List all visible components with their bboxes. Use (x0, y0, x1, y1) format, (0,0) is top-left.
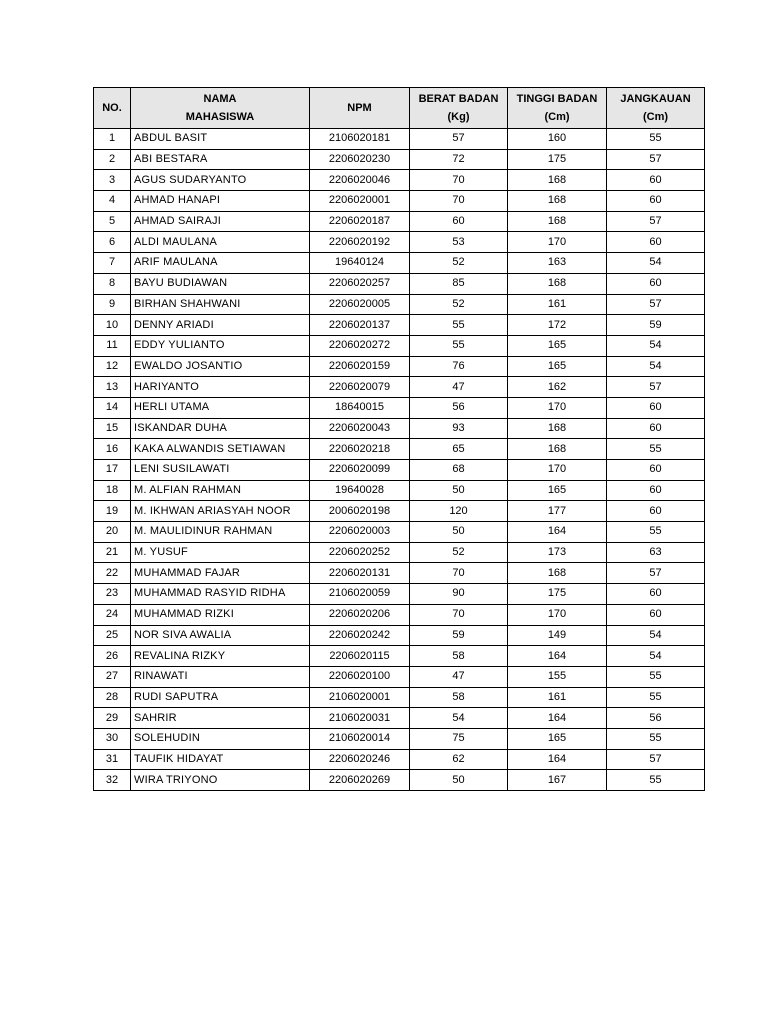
cell-tinggi: 162 (508, 377, 607, 398)
cell-npm: 19640028 (310, 480, 410, 501)
cell-npm: 2206020230 (310, 149, 410, 170)
cell-nama: ABI BESTARA (131, 149, 310, 170)
cell-npm: 2206020079 (310, 377, 410, 398)
cell-tinggi: 170 (508, 397, 607, 418)
cell-nama: RUDI SAPUTRA (131, 687, 310, 708)
table-row (94, 460, 705, 481)
cell-tinggi: 164 (508, 646, 607, 667)
cell-jangkauan: 60 (607, 273, 705, 294)
table-row (94, 501, 705, 522)
cell-berat: 56 (410, 397, 508, 418)
cell-nama: ISKANDAR DUHA (131, 418, 310, 439)
cell-npm: 2206020043 (310, 418, 410, 439)
cell-nama: MUHAMMAD FAJAR (131, 563, 310, 584)
cell-jangkauan: 55 (607, 439, 705, 460)
cell-berat: 70 (410, 170, 508, 191)
cell-npm: 2206020115 (310, 646, 410, 667)
header-nama (131, 88, 310, 129)
cell-jangkauan: 54 (607, 335, 705, 356)
cell-nama: MUHAMMAD RASYID RIDHA (131, 584, 310, 605)
table-row (94, 625, 705, 646)
cell-jangkauan: 55 (607, 770, 705, 791)
cell-tinggi: 168 (508, 211, 607, 232)
student-data-table (93, 87, 705, 791)
cell-no: 22 (94, 563, 131, 584)
cell-npm: 2106020014 (310, 728, 410, 749)
cell-no: 3 (94, 170, 131, 191)
table-row (94, 397, 705, 418)
header-berat-line1: BERAT BADAN (418, 93, 499, 105)
table-row (94, 749, 705, 770)
table-row (94, 315, 705, 336)
cell-no: 16 (94, 439, 131, 460)
table-row (94, 666, 705, 687)
cell-jangkauan: 56 (607, 708, 705, 729)
cell-jangkauan: 55 (607, 522, 705, 543)
cell-berat: 47 (410, 666, 508, 687)
cell-no: 4 (94, 191, 131, 212)
cell-npm: 2006020198 (310, 501, 410, 522)
cell-berat: 70 (410, 604, 508, 625)
cell-npm: 2206020046 (310, 170, 410, 191)
cell-jangkauan: 55 (607, 728, 705, 749)
cell-npm: 18640015 (310, 397, 410, 418)
header-npm: NPM (310, 88, 410, 129)
cell-no: 20 (94, 522, 131, 543)
cell-berat: 85 (410, 273, 508, 294)
table-row (94, 253, 705, 274)
cell-nama: BIRHAN SHAHWANI (131, 294, 310, 315)
header-tinggi (508, 88, 607, 129)
cell-no: 26 (94, 646, 131, 667)
cell-tinggi: 175 (508, 584, 607, 605)
cell-npm: 19640124 (310, 253, 410, 274)
cell-jangkauan: 54 (607, 625, 705, 646)
cell-tinggi: 167 (508, 770, 607, 791)
cell-tinggi: 172 (508, 315, 607, 336)
cell-berat: 62 (410, 749, 508, 770)
table-row (94, 584, 705, 605)
table-row (94, 439, 705, 460)
cell-no: 29 (94, 708, 131, 729)
table-row (94, 356, 705, 377)
cell-jangkauan: 60 (607, 418, 705, 439)
cell-no: 11 (94, 335, 131, 356)
cell-tinggi: 165 (508, 480, 607, 501)
cell-berat: 55 (410, 335, 508, 356)
cell-no: 23 (94, 584, 131, 605)
cell-tinggi: 165 (508, 728, 607, 749)
cell-no: 32 (94, 770, 131, 791)
cell-berat: 53 (410, 232, 508, 253)
table-row (94, 728, 705, 749)
cell-berat: 93 (410, 418, 508, 439)
cell-jangkauan: 54 (607, 253, 705, 274)
cell-npm: 2206020252 (310, 542, 410, 563)
cell-nama: SAHRIR (131, 708, 310, 729)
table-row (94, 480, 705, 501)
table-row (94, 211, 705, 232)
cell-no: 12 (94, 356, 131, 377)
cell-jangkauan: 57 (607, 149, 705, 170)
cell-jangkauan: 57 (607, 211, 705, 232)
cell-npm: 2206020242 (310, 625, 410, 646)
cell-npm: 2206020137 (310, 315, 410, 336)
table-row (94, 129, 705, 150)
cell-no: 5 (94, 211, 131, 232)
cell-tinggi: 168 (508, 170, 607, 191)
cell-jangkauan: 60 (607, 584, 705, 605)
cell-tinggi: 164 (508, 708, 607, 729)
cell-nama: M. ALFIAN RAHMAN (131, 480, 310, 501)
cell-no: 1 (94, 129, 131, 150)
cell-no: 13 (94, 377, 131, 398)
table-row (94, 335, 705, 356)
table-row (94, 273, 705, 294)
table-row (94, 646, 705, 667)
cell-berat: 52 (410, 542, 508, 563)
cell-no: 31 (94, 749, 131, 770)
cell-no: 7 (94, 253, 131, 274)
cell-no: 15 (94, 418, 131, 439)
cell-nama: RINAWATI (131, 666, 310, 687)
cell-jangkauan: 60 (607, 191, 705, 212)
header-row (94, 88, 705, 129)
header-jangkauan (607, 88, 705, 129)
table-row (94, 563, 705, 584)
header-nama-line2: MAHASISWA (185, 111, 255, 123)
cell-jangkauan: 60 (607, 501, 705, 522)
cell-tinggi: 177 (508, 501, 607, 522)
cell-berat: 54 (410, 708, 508, 729)
cell-tinggi: 155 (508, 666, 607, 687)
cell-no: 10 (94, 315, 131, 336)
header-tinggi-line1: TINGGI BADAN (516, 93, 598, 105)
cell-nama: AHMAD HANAPI (131, 191, 310, 212)
cell-tinggi: 170 (508, 604, 607, 625)
cell-nama: ABDUL BASIT (131, 129, 310, 150)
cell-tinggi: 163 (508, 253, 607, 274)
cell-npm: 2106020001 (310, 687, 410, 708)
cell-tinggi: 165 (508, 335, 607, 356)
cell-nama: EDDY YULIANTO (131, 335, 310, 356)
cell-tinggi: 164 (508, 749, 607, 770)
cell-berat: 47 (410, 377, 508, 398)
cell-tinggi: 168 (508, 191, 607, 212)
cell-no: 27 (94, 666, 131, 687)
cell-npm: 2206020206 (310, 604, 410, 625)
cell-jangkauan: 57 (607, 294, 705, 315)
cell-berat: 58 (410, 646, 508, 667)
cell-nama: NOR SIVA AWALIA (131, 625, 310, 646)
table-row (94, 294, 705, 315)
cell-no: 30 (94, 728, 131, 749)
cell-tinggi: 164 (508, 522, 607, 543)
cell-jangkauan: 60 (607, 232, 705, 253)
cell-npm: 2106020059 (310, 584, 410, 605)
cell-npm: 2206020131 (310, 563, 410, 584)
cell-nama: M. YUSUF (131, 542, 310, 563)
cell-nama: AHMAD SAIRAJI (131, 211, 310, 232)
cell-berat: 76 (410, 356, 508, 377)
cell-berat: 68 (410, 460, 508, 481)
cell-berat: 50 (410, 770, 508, 791)
cell-npm: 2206020269 (310, 770, 410, 791)
cell-no: 6 (94, 232, 131, 253)
cell-npm: 2206020003 (310, 522, 410, 543)
cell-jangkauan: 55 (607, 666, 705, 687)
cell-no: 8 (94, 273, 131, 294)
header-jangkauan-line1: JANGKAUAN (620, 93, 691, 105)
cell-nama: SOLEHUDIN (131, 728, 310, 749)
cell-no: 25 (94, 625, 131, 646)
cell-berat: 52 (410, 253, 508, 274)
cell-jangkauan: 57 (607, 749, 705, 770)
cell-tinggi: 170 (508, 460, 607, 481)
cell-berat: 52 (410, 294, 508, 315)
cell-berat: 120 (410, 501, 508, 522)
cell-nama: M. MAULIDINUR RAHMAN (131, 522, 310, 543)
cell-tinggi: 161 (508, 294, 607, 315)
header-jangkauan-line2: (Cm) (642, 111, 669, 123)
cell-no: 14 (94, 397, 131, 418)
cell-jangkauan: 55 (607, 129, 705, 150)
cell-no: 21 (94, 542, 131, 563)
cell-nama: ALDI MAULANA (131, 232, 310, 253)
table-row (94, 149, 705, 170)
cell-no: 24 (94, 604, 131, 625)
cell-berat: 50 (410, 522, 508, 543)
table-row (94, 522, 705, 543)
cell-no: 28 (94, 687, 131, 708)
table-row (94, 418, 705, 439)
cell-nama: BAYU BUDIAWAN (131, 273, 310, 294)
table-row (94, 687, 705, 708)
cell-jangkauan: 57 (607, 563, 705, 584)
cell-npm: 2206020100 (310, 666, 410, 687)
cell-nama: MUHAMMAD RIZKI (131, 604, 310, 625)
cell-tinggi: 168 (508, 439, 607, 460)
cell-npm: 2206020005 (310, 294, 410, 315)
cell-tinggi: 168 (508, 418, 607, 439)
cell-nama: TAUFIK HIDAYAT (131, 749, 310, 770)
table-row (94, 232, 705, 253)
cell-berat: 50 (410, 480, 508, 501)
cell-nama: M. IKHWAN ARIASYAH NOOR (131, 501, 310, 522)
cell-tinggi: 149 (508, 625, 607, 646)
cell-berat: 65 (410, 439, 508, 460)
cell-berat: 59 (410, 625, 508, 646)
cell-nama: KAKA ALWANDIS SETIAWAN (131, 439, 310, 460)
cell-berat: 58 (410, 687, 508, 708)
cell-jangkauan: 63 (607, 542, 705, 563)
cell-nama: LENI SUSILAWATI (131, 460, 310, 481)
cell-no: 19 (94, 501, 131, 522)
cell-no: 9 (94, 294, 131, 315)
cell-berat: 90 (410, 584, 508, 605)
table-row (94, 708, 705, 729)
cell-jangkauan: 54 (607, 646, 705, 667)
cell-npm: 2206020099 (310, 460, 410, 481)
cell-npm: 2106020031 (310, 708, 410, 729)
cell-jangkauan: 60 (607, 480, 705, 501)
cell-no: 2 (94, 149, 131, 170)
cell-jangkauan: 59 (607, 315, 705, 336)
cell-npm: 2206020218 (310, 439, 410, 460)
cell-nama: DENNY ARIADI (131, 315, 310, 336)
cell-berat: 55 (410, 315, 508, 336)
header-berat (410, 88, 508, 129)
cell-jangkauan: 60 (607, 604, 705, 625)
cell-npm: 2206020246 (310, 749, 410, 770)
header-nama-line1: NAMA (203, 93, 237, 105)
cell-npm: 2206020187 (310, 211, 410, 232)
cell-nama: HARIYANTO (131, 377, 310, 398)
cell-berat: 70 (410, 563, 508, 584)
cell-npm: 2206020257 (310, 273, 410, 294)
cell-npm: 2206020192 (310, 232, 410, 253)
header-berat-line2: (Kg) (447, 111, 470, 123)
cell-npm: 2206020159 (310, 356, 410, 377)
cell-tinggi: 168 (508, 273, 607, 294)
cell-nama: REVALINA RIZKY (131, 646, 310, 667)
header-tinggi-line2: (Cm) (544, 111, 570, 123)
cell-jangkauan: 57 (607, 377, 705, 398)
table-row (94, 170, 705, 191)
cell-berat: 60 (410, 211, 508, 232)
cell-tinggi: 173 (508, 542, 607, 563)
cell-no: 17 (94, 460, 131, 481)
cell-npm: 2206020272 (310, 335, 410, 356)
cell-nama: HERLI UTAMA (131, 397, 310, 418)
cell-npm: 2106020181 (310, 129, 410, 150)
table-row (94, 377, 705, 398)
cell-tinggi: 175 (508, 149, 607, 170)
cell-berat: 75 (410, 728, 508, 749)
cell-jangkauan: 60 (607, 170, 705, 191)
cell-npm: 2206020001 (310, 191, 410, 212)
table-row (94, 191, 705, 212)
cell-jangkauan: 54 (607, 356, 705, 377)
cell-jangkauan: 60 (607, 460, 705, 481)
cell-tinggi: 160 (508, 129, 607, 150)
cell-nama: EWALDO JOSANTIO (131, 356, 310, 377)
table-row (94, 604, 705, 625)
cell-no: 18 (94, 480, 131, 501)
cell-tinggi: 170 (508, 232, 607, 253)
cell-berat: 57 (410, 129, 508, 150)
cell-tinggi: 165 (508, 356, 607, 377)
cell-tinggi: 161 (508, 687, 607, 708)
header-no: NO. (94, 88, 131, 129)
table-body (94, 129, 705, 791)
cell-nama: ARIF MAULANA (131, 253, 310, 274)
table-row (94, 542, 705, 563)
cell-jangkauan: 55 (607, 687, 705, 708)
cell-nama: AGUS SUDARYANTO (131, 170, 310, 191)
cell-tinggi: 168 (508, 563, 607, 584)
cell-berat: 72 (410, 149, 508, 170)
cell-berat: 70 (410, 191, 508, 212)
cell-jangkauan: 60 (607, 397, 705, 418)
cell-nama: WIRA TRIYONO (131, 770, 310, 791)
table-row (94, 770, 705, 791)
